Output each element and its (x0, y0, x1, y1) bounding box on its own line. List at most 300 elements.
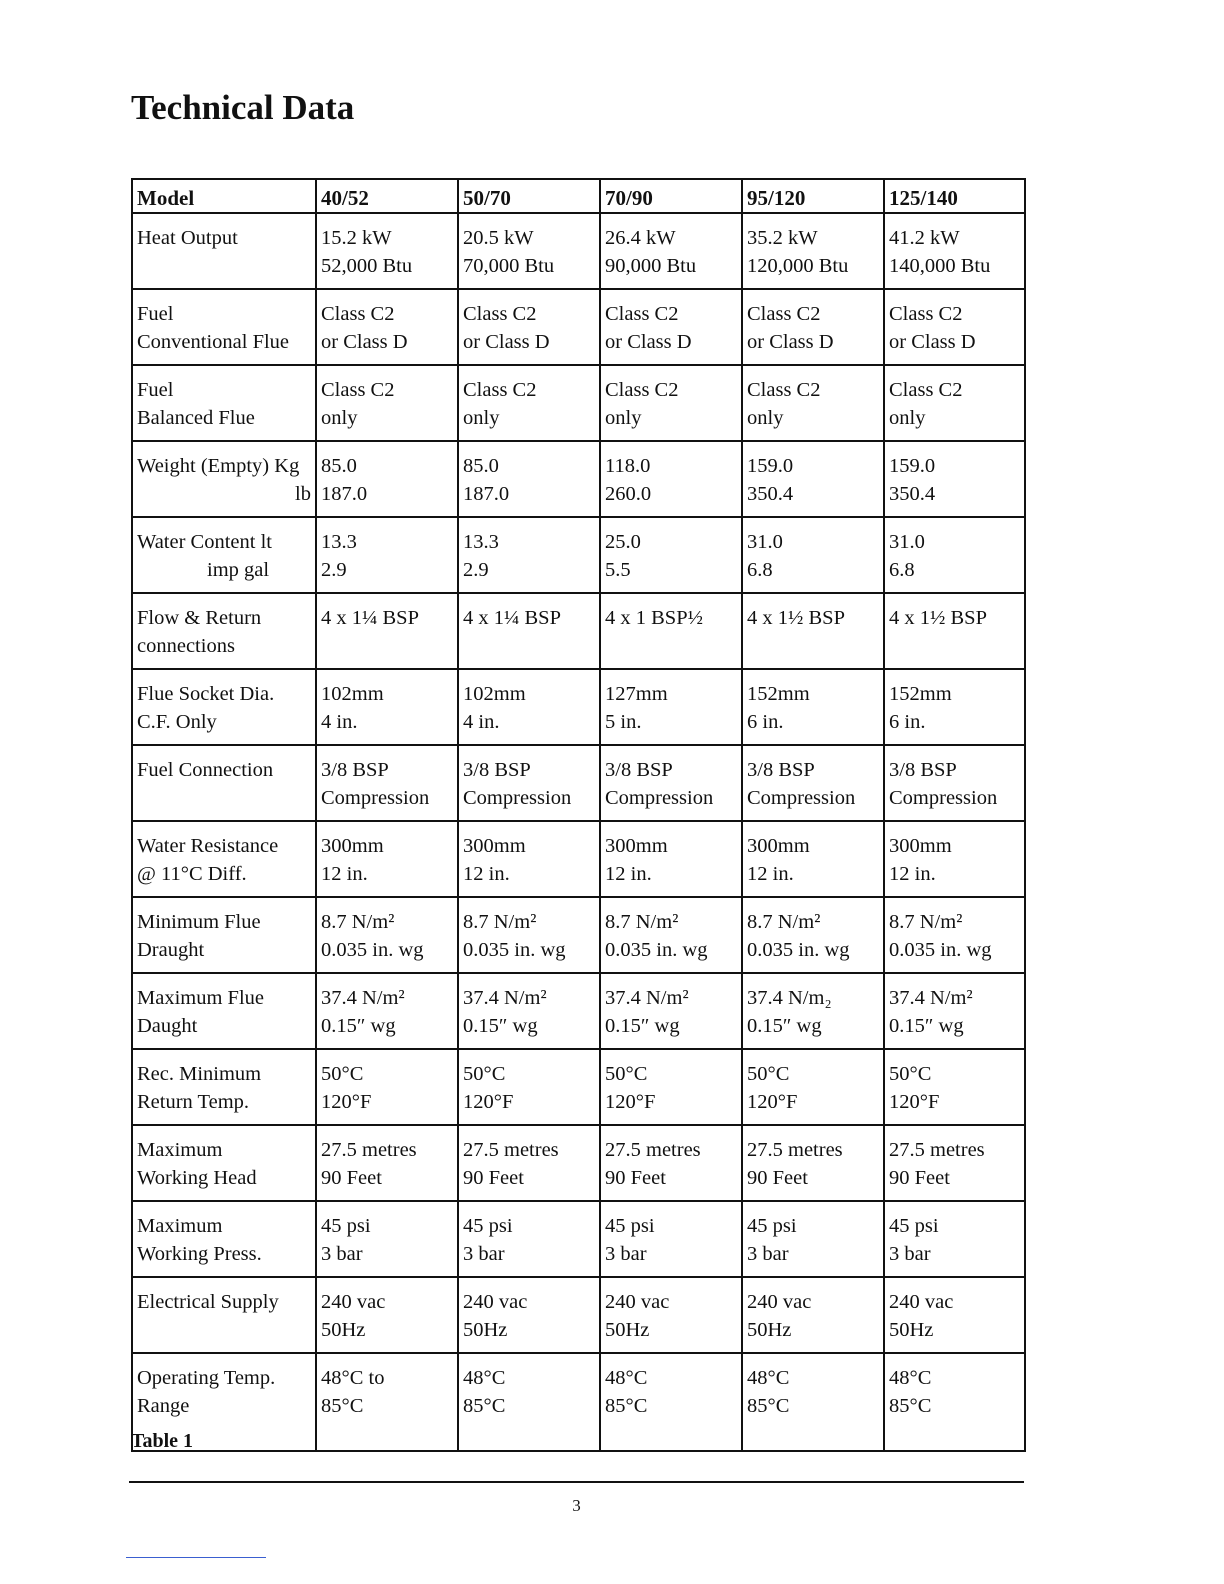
cell-line: 45 psi (605, 1215, 655, 1237)
cell-line: 5 in. (605, 711, 642, 733)
row-label-line: Flow & Return (137, 607, 262, 629)
column-header-50-70: 50/70 (458, 179, 600, 213)
table-cell (600, 365, 742, 441)
cell-line: 0.15″ wg (605, 1015, 680, 1037)
row-label-line: Water Resistance (137, 835, 279, 857)
table-row (132, 441, 1025, 517)
table-cell (742, 973, 884, 1049)
cell-line: 260.0 (605, 483, 652, 505)
cell-line: 50°C (747, 1063, 790, 1085)
table-cell (884, 973, 1025, 1049)
table-cell (600, 289, 742, 365)
cell-line: 8.7 N/m² (321, 911, 395, 933)
cell-line: Class C2 (605, 303, 679, 325)
table-cell (458, 213, 600, 289)
row-label-line: Maximum (137, 1215, 223, 1237)
table-header-row (132, 179, 1025, 213)
cell-line: 25.0 (605, 531, 641, 553)
table-cell (316, 1277, 458, 1353)
cell-line: 27.5 metres (605, 1139, 701, 1161)
table-cell (742, 289, 884, 365)
cell-line: 240 vac (747, 1291, 812, 1313)
cell-line: Class C2 (463, 303, 537, 325)
cell-line: 48°C to (321, 1367, 385, 1389)
table-cell (600, 745, 742, 821)
cell-line: 90 Feet (747, 1167, 808, 1189)
cell-line: Class C2 (889, 379, 963, 401)
cell-line: only (605, 407, 642, 429)
cell-line: 50Hz (463, 1319, 508, 1341)
table-cell (458, 1277, 600, 1353)
table-cell (742, 1125, 884, 1201)
table-cell (884, 745, 1025, 821)
row-label-line: Weight (Empty) Kg (137, 455, 300, 477)
table-cell (600, 669, 742, 745)
cell-line: 4 in. (463, 711, 500, 733)
table-cell (884, 441, 1025, 517)
cell-line: 3 bar (605, 1243, 647, 1265)
row-label (132, 745, 316, 821)
table-cell (316, 289, 458, 365)
cell-line: or Class D (321, 331, 408, 353)
cell-line: 45 psi (889, 1215, 939, 1237)
cell-line: 52,000 Btu (321, 255, 413, 277)
table-cell (316, 745, 458, 821)
cell-line: 8.7 N/m² (889, 911, 963, 933)
cell-line: 8.7 N/m² (605, 911, 679, 933)
cell-line: 85°C (747, 1395, 790, 1417)
table-cell (884, 669, 1025, 745)
table-caption: Table 1 (131, 1430, 194, 1452)
cell-line: Class C2 (605, 379, 679, 401)
table-cell (600, 213, 742, 289)
cell-line: 37.4 N/m₂ (747, 987, 832, 1009)
row-label (132, 213, 316, 289)
table-cell (316, 973, 458, 1049)
cell-line: 4 x 1½ BSP (889, 607, 987, 629)
cell-line: Class C2 (463, 379, 537, 401)
row-label (132, 517, 316, 593)
row-label-line: Maximum (137, 1139, 223, 1161)
row-label-line: Draught (137, 939, 205, 961)
cell-line: 90 Feet (889, 1167, 950, 1189)
cell-line: 300mm (605, 835, 668, 857)
row-label (132, 593, 316, 669)
cell-line: 8.7 N/m² (747, 911, 821, 933)
row-label-line: Balanced Flue (137, 407, 255, 429)
table-row (132, 897, 1025, 973)
cell-line: 240 vac (889, 1291, 954, 1313)
cell-line (605, 632, 737, 660)
row-label-line: lb (295, 483, 311, 505)
table-cell (600, 897, 742, 973)
cell-line: 0.035 in. wg (463, 939, 566, 961)
table-cell (600, 517, 742, 593)
cell-line: Compression (463, 787, 572, 809)
cell-line: 70,000 Btu (463, 255, 555, 277)
cell-line: 85.0 (463, 455, 499, 477)
cell-line: 3 bar (463, 1243, 505, 1265)
table-row (132, 289, 1025, 365)
table-cell (316, 1353, 458, 1451)
cell-line: 350.4 (747, 483, 794, 505)
table-cell (742, 669, 884, 745)
table-row (132, 593, 1025, 669)
cell-line: 159.0 (747, 455, 794, 477)
cell-line: 6.8 (889, 559, 915, 581)
table-cell (458, 669, 600, 745)
cell-line: only (321, 407, 358, 429)
cell-line: 3/8 BSP (889, 759, 957, 781)
row-label-line: Minimum Flue (137, 911, 261, 933)
row-label-line: Heat Output (137, 227, 238, 249)
column-header-125-140: 125/140 (884, 179, 1025, 213)
cell-line: 12 in. (321, 863, 368, 885)
cell-line (321, 632, 453, 660)
table-cell (458, 973, 600, 1049)
cell-line: 13.3 (321, 531, 357, 553)
cell-line: 90 Feet (321, 1167, 382, 1189)
cell-line: 31.0 (889, 531, 925, 553)
table-cell (742, 1277, 884, 1353)
table-cell (600, 821, 742, 897)
cell-line: 120,000 Btu (747, 255, 849, 277)
cell-line: 50Hz (321, 1319, 366, 1341)
cell-line: 4 x 1 BSP½ (605, 607, 703, 629)
table-row (132, 669, 1025, 745)
row-label-line: @ 11°C Diff. (137, 863, 247, 885)
table-cell (316, 213, 458, 289)
cell-line: 0.15″ wg (747, 1015, 822, 1037)
cell-line: 6.8 (747, 559, 773, 581)
table-cell (316, 897, 458, 973)
cell-line: Compression (747, 787, 856, 809)
cell-line: 3/8 BSP (463, 759, 531, 781)
cell-line: 50Hz (889, 1319, 934, 1341)
table-row (132, 1353, 1025, 1451)
cell-line: Compression (889, 787, 998, 809)
table-cell (884, 1049, 1025, 1125)
table-cell (600, 593, 742, 669)
cell-line: 2.9 (463, 559, 489, 581)
column-header-model: Model (132, 179, 316, 213)
cell-line: 4 x 1½ BSP (747, 607, 845, 629)
table-cell (600, 1125, 742, 1201)
cell-line: 37.4 N/m² (889, 987, 973, 1009)
page-number: 3 (572, 1496, 581, 1515)
table-row (132, 1277, 1025, 1353)
table-cell (316, 441, 458, 517)
cell-line: 120°F (463, 1091, 514, 1113)
cell-line: Class C2 (889, 303, 963, 325)
cell-line: 37.4 N/m² (605, 987, 689, 1009)
cell-line: 12 in. (605, 863, 652, 885)
cell-line (463, 632, 595, 660)
cell-line: 90 Feet (463, 1167, 524, 1189)
table-cell (742, 745, 884, 821)
cell-line: 31.0 (747, 531, 783, 553)
row-label (132, 1049, 316, 1125)
cell-line: 118.0 (605, 455, 651, 477)
row-label-line: Working Press. (137, 1243, 262, 1265)
cell-line: 12 in. (747, 863, 794, 885)
cell-line: 35.2 kW (747, 227, 818, 249)
cell-line: 90,000 Btu (605, 255, 697, 277)
cell-line: 4 x 1¼ BSP (321, 607, 419, 629)
cell-line: 300mm (889, 835, 952, 857)
cell-line: 300mm (747, 835, 810, 857)
table-row (132, 973, 1025, 1049)
table-cell (884, 821, 1025, 897)
footer-underline (126, 1557, 266, 1558)
cell-line: 0.035 in. wg (747, 939, 850, 961)
row-label-line (137, 784, 311, 812)
cell-line (747, 632, 879, 660)
table-cell (600, 1049, 742, 1125)
cell-line: 45 psi (463, 1215, 513, 1237)
table-cell (316, 1125, 458, 1201)
cell-line: 350.4 (889, 483, 936, 505)
row-label (132, 365, 316, 441)
table-row (132, 1201, 1025, 1277)
cell-line: 140,000 Btu (889, 255, 991, 277)
table-cell (316, 593, 458, 669)
cell-line: 240 vac (321, 1291, 386, 1313)
cell-line: 45 psi (321, 1215, 371, 1237)
table-cell (884, 1125, 1025, 1201)
table-cell (884, 593, 1025, 669)
table-cell (600, 973, 742, 1049)
cell-line: 120°F (321, 1091, 372, 1113)
cell-line: 3/8 BSP (605, 759, 673, 781)
table-cell (742, 365, 884, 441)
cell-line: 8.7 N/m² (463, 911, 537, 933)
column-header-40-52: 40/52 (316, 179, 458, 213)
cell-line: or Class D (463, 331, 550, 353)
cell-line: 3 bar (889, 1243, 931, 1265)
table-cell (600, 1277, 742, 1353)
cell-line: or Class D (605, 331, 692, 353)
cell-line: 27.5 metres (747, 1139, 843, 1161)
cell-line: only (463, 407, 500, 429)
technical-data-table (131, 178, 1026, 1452)
table-cell (742, 1353, 884, 1451)
cell-line: 27.5 metres (463, 1139, 559, 1161)
cell-line: Class C2 (321, 379, 395, 401)
table-cell (884, 1201, 1025, 1277)
table-cell (600, 441, 742, 517)
cell-line: 3 bar (747, 1243, 789, 1265)
table-cell (742, 897, 884, 973)
cell-line: 0.15″ wg (463, 1015, 538, 1037)
row-label-line: Return Temp. (137, 1091, 250, 1113)
table-row (132, 745, 1025, 821)
table-cell (316, 1201, 458, 1277)
table-cell (742, 1049, 884, 1125)
cell-line: 102mm (321, 683, 384, 705)
cell-line: 5.5 (605, 559, 631, 581)
cell-line: 85°C (321, 1395, 364, 1417)
row-label (132, 669, 316, 745)
table-cell (458, 1353, 600, 1451)
table-cell (316, 365, 458, 441)
cell-line: 41.2 kW (889, 227, 960, 249)
cell-line: 6 in. (747, 711, 784, 733)
row-label-line: Electrical Supply (137, 1291, 279, 1313)
cell-line: 152mm (747, 683, 810, 705)
table-cell (884, 365, 1025, 441)
row-label-line: C.F. Only (137, 711, 217, 733)
row-label-line: Range (137, 1395, 190, 1417)
cell-line: 26.4 kW (605, 227, 676, 249)
cell-line: 187.0 (321, 483, 368, 505)
cell-line: 152mm (889, 683, 952, 705)
row-label-line: Fuel (137, 379, 174, 401)
cell-line: 50°C (889, 1063, 932, 1085)
cell-line: 12 in. (889, 863, 936, 885)
cell-line: 0.15″ wg (889, 1015, 964, 1037)
cell-line: 50°C (463, 1063, 506, 1085)
table-cell (742, 213, 884, 289)
cell-line: Class C2 (747, 303, 821, 325)
row-label (132, 821, 316, 897)
cell-line: only (747, 407, 784, 429)
cell-line: 15.2 kW (321, 227, 392, 249)
cell-line: 300mm (463, 835, 526, 857)
cell-line: 37.4 N/m² (463, 987, 547, 1009)
cell-line: 120°F (747, 1091, 798, 1113)
cell-line: 187.0 (463, 483, 510, 505)
page-title: Technical Data (131, 88, 355, 127)
cell-line: 90 Feet (605, 1167, 666, 1189)
row-label-line: connections (137, 635, 235, 657)
cell-line: 12 in. (463, 863, 510, 885)
cell-line: 27.5 metres (889, 1139, 985, 1161)
table-cell (742, 821, 884, 897)
row-label (132, 1277, 316, 1353)
table-cell (884, 517, 1025, 593)
row-label-line: Flue Socket Dia. (137, 683, 275, 705)
table-cell (742, 441, 884, 517)
cell-line: 0.035 in. wg (889, 939, 992, 961)
cell-line: 2.9 (321, 559, 347, 581)
cell-line: 50Hz (747, 1319, 792, 1341)
table-cell (884, 1353, 1025, 1451)
table-cell (316, 517, 458, 593)
cell-line: 0.15″ wg (321, 1015, 396, 1037)
cell-line: 3/8 BSP (321, 759, 389, 781)
cell-line: 48°C (605, 1367, 648, 1389)
cell-line: 48°C (463, 1367, 506, 1389)
table-cell (742, 593, 884, 669)
table-cell (458, 593, 600, 669)
table-cell (458, 1049, 600, 1125)
cell-line: 159.0 (889, 455, 936, 477)
row-label-line: Fuel Connection (137, 759, 274, 781)
table-cell (458, 1125, 600, 1201)
row-label-line: Daught (137, 1015, 198, 1037)
table-cell (458, 517, 600, 593)
row-label (132, 1201, 316, 1277)
table-cell (600, 1201, 742, 1277)
cell-line: 85°C (605, 1395, 648, 1417)
table-cell (742, 517, 884, 593)
table-cell (458, 365, 600, 441)
cell-line: 48°C (889, 1367, 932, 1389)
row-label-line: Working Head (137, 1167, 257, 1189)
table-row (132, 821, 1025, 897)
table-cell (742, 1201, 884, 1277)
table-cell (458, 821, 600, 897)
table-cell (458, 289, 600, 365)
table-cell (884, 289, 1025, 365)
row-label-line (137, 252, 311, 280)
cell-line: 48°C (747, 1367, 790, 1389)
row-label-line: Fuel (137, 303, 174, 325)
row-label-line: Rec. Minimum (137, 1063, 262, 1085)
table-cell (884, 897, 1025, 973)
cell-line: 50Hz (605, 1319, 650, 1341)
row-label-line (137, 1316, 311, 1344)
row-label (132, 289, 316, 365)
column-header-95-120: 95/120 (742, 179, 884, 213)
cell-line: 0.035 in. wg (605, 939, 708, 961)
cell-line: only (889, 407, 926, 429)
cell-line: 85°C (889, 1395, 932, 1417)
cell-line: 45 psi (747, 1215, 797, 1237)
table-cell (458, 1201, 600, 1277)
row-label-line: Conventional Flue (137, 331, 290, 353)
cell-line: or Class D (889, 331, 976, 353)
table-row (132, 1125, 1025, 1201)
row-label-line: imp gal (207, 559, 270, 581)
cell-line: Compression (605, 787, 714, 809)
cell-line: 4 in. (321, 711, 358, 733)
row-label (132, 441, 316, 517)
table-cell (458, 745, 600, 821)
cell-line: 120°F (889, 1091, 940, 1113)
table-row (132, 213, 1025, 289)
footer-divider (129, 1481, 1024, 1483)
table-cell (884, 213, 1025, 289)
cell-line: 85°C (463, 1395, 506, 1417)
cell-line: 300mm (321, 835, 384, 857)
column-header-70-90: 70/90 (600, 179, 742, 213)
table-cell (884, 1277, 1025, 1353)
row-label-line: Water Content lt (137, 531, 272, 553)
table-cell (316, 669, 458, 745)
row-label (132, 897, 316, 973)
cell-line: 240 vac (605, 1291, 670, 1313)
cell-line: 13.3 (463, 531, 499, 553)
cell-line: 120°F (605, 1091, 656, 1113)
cell-line: Compression (321, 787, 430, 809)
table-row (132, 365, 1025, 441)
cell-line: 50°C (321, 1063, 364, 1085)
table-row (132, 1049, 1025, 1125)
cell-line: 127mm (605, 683, 668, 705)
row-label-line: Operating Temp. (137, 1367, 276, 1389)
cell-line: 37.4 N/m² (321, 987, 405, 1009)
cell-line: Class C2 (747, 379, 821, 401)
cell-line: 50°C (605, 1063, 648, 1085)
table-cell (600, 1353, 742, 1451)
row-label (132, 1125, 316, 1201)
row-label (132, 973, 316, 1049)
cell-line: 27.5 metres (321, 1139, 417, 1161)
cell-line (889, 632, 1020, 660)
table-cell (458, 897, 600, 973)
